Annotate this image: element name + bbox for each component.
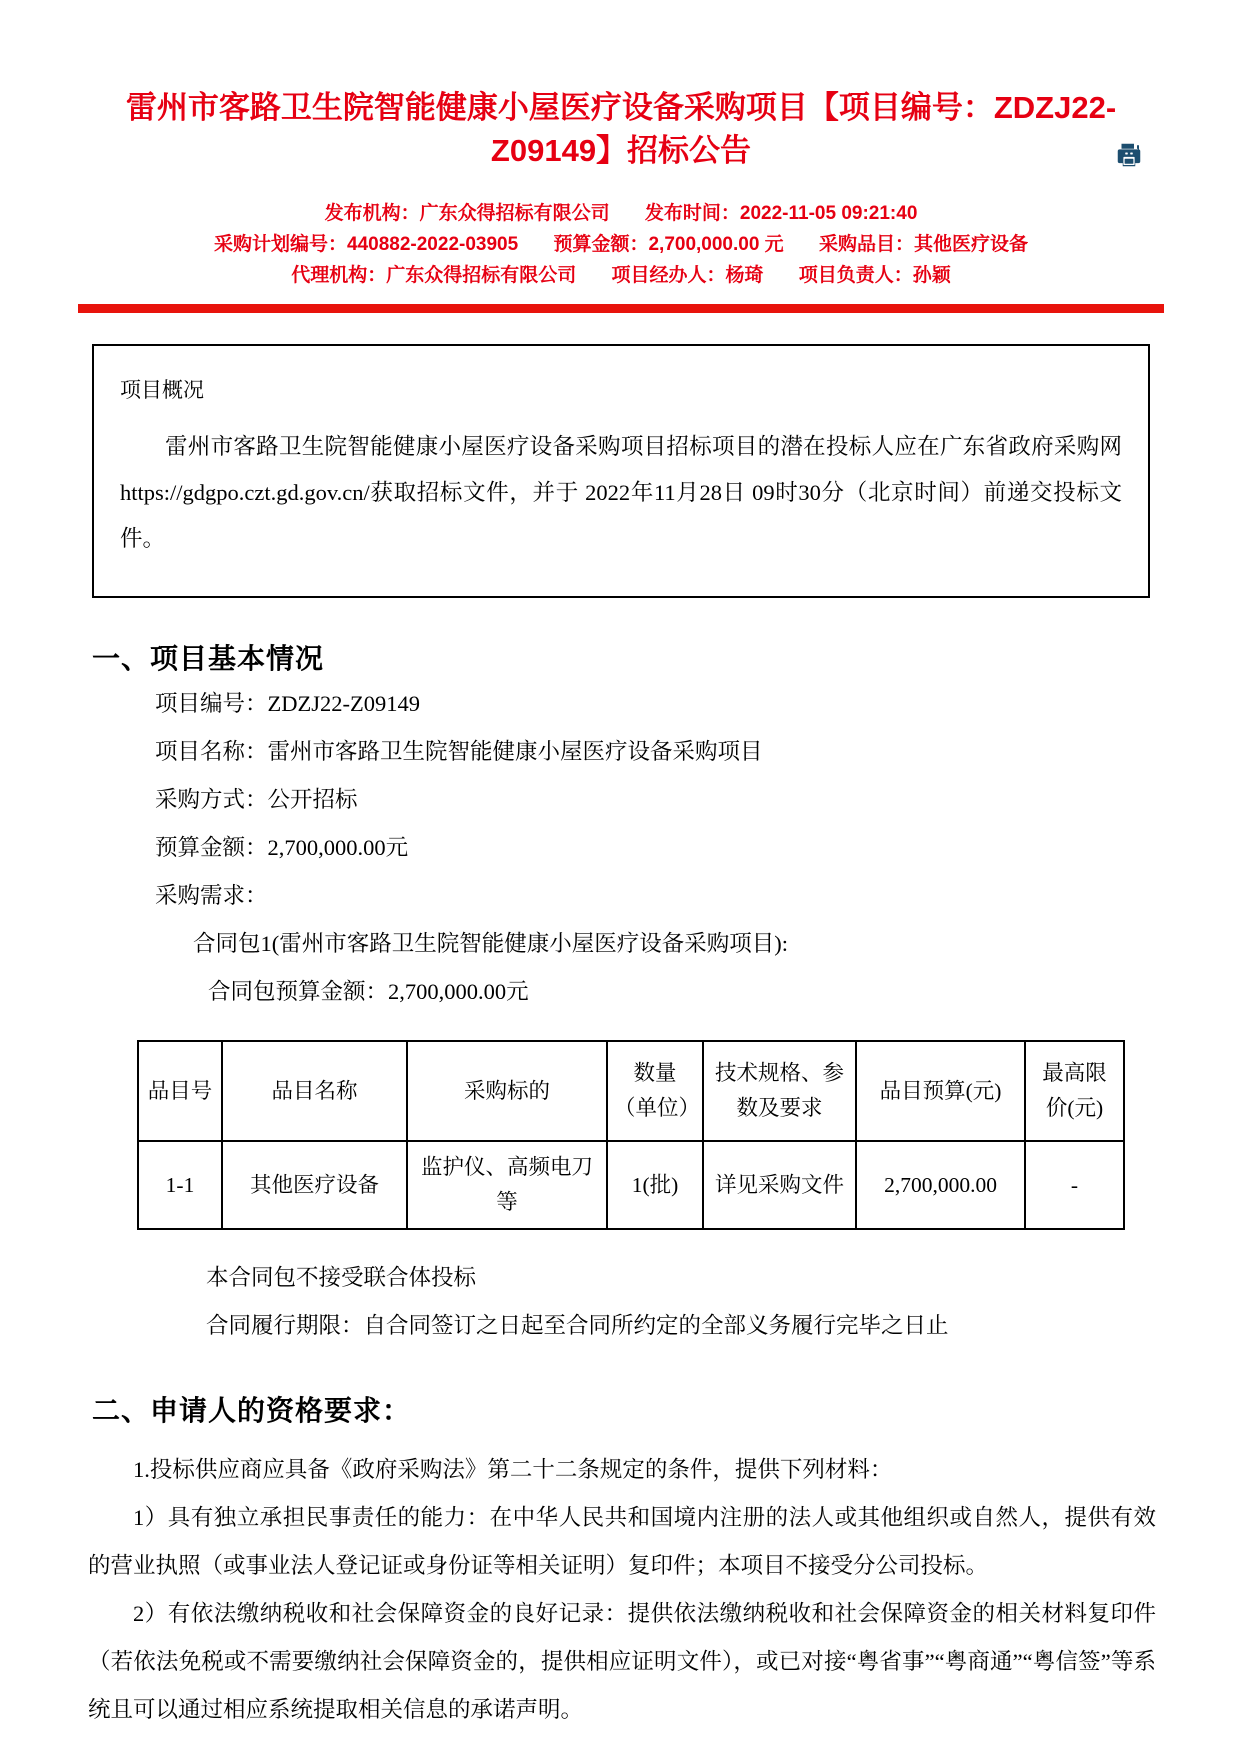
meta-line-2 [78, 229, 1164, 260]
cell-item-no: 1-1 [138, 1141, 222, 1229]
page-title: 雷州市客路卫生院智能健康小屋医疗设备采购项目【项目编号：ZDZJ22-Z09149】招标公告 [125, 90, 1117, 168]
items-table [137, 1040, 1125, 1230]
section-2-heading: 二、申请人的资格要求： [92, 1396, 412, 1427]
contract-term-note: 合同履行期限：自合同签订之日起至合同所约定的全部义务履行完毕之日止 [206, 1313, 949, 1338]
red-divider [78, 304, 1164, 313]
table-row [138, 1141, 1124, 1229]
overview-heading: 项目概况 [120, 378, 204, 402]
col-max-price: 最高限价(元) [1025, 1041, 1124, 1141]
printer-icon [1114, 140, 1144, 170]
col-spec: 技术规格、参数及要求 [703, 1041, 856, 1141]
overview-paragraph: 雷州市客路卫生院智能健康小屋医疗设备采购项目招标项目的潜在投标人应在广东省政府采购网https://gdgpo.czt.gd.gov.cn/获取招标文件，并于 2022年11月28日 09时30分（北京时间）前递交投标文件。 [120, 434, 1122, 551]
qualification-para-2: 1）具有独立承担民事责任的能力：在中华人民共和国境内注册的法人或其他组织或自然人，提供有效的营业执照（或事业法人登记证或身份证等相关证明）复印件；本项目不接受分公司投标。 [88, 1505, 1156, 1578]
items-table-header [138, 1041, 1124, 1141]
demand-line: 采购需求： [155, 883, 268, 908]
section-1-heading: 一、项目基本情况 [92, 644, 325, 675]
cell-spec: 详见采购文件 [703, 1141, 856, 1229]
no-consortium-note: 本合同包不接受联合体投标 [206, 1265, 477, 1290]
project-name-line: 项目名称：雷州市客路卫生院智能健康小屋医疗设备采购项目 [155, 739, 763, 764]
project-overview-box [92, 344, 1150, 598]
col-quantity: 数量（单位） [607, 1041, 703, 1141]
cell-max-price: - [1025, 1141, 1124, 1229]
col-item-name: 品目名称 [222, 1041, 407, 1141]
meta-line-1 [78, 198, 1164, 229]
project-leader: 项目负责人：孙颖 [798, 265, 951, 286]
cell-target: 监护仪、高频电刀等 [407, 1141, 607, 1229]
meta-line-3 [78, 260, 1164, 291]
print-button[interactable] [1114, 140, 1144, 170]
procurement-category: 采购品目：其他医疗设备 [818, 234, 1028, 255]
procurement-method-line: 采购方式：公开招标 [155, 787, 358, 812]
cell-quantity: 1(批) [607, 1141, 703, 1229]
col-item-budget: 品目预算(元) [856, 1041, 1025, 1141]
publisher: 发布机构：广东众得招标有限公司 [324, 203, 610, 224]
project-number-line: 项目编号：ZDZJ22-Z09149 [155, 691, 420, 716]
package-budget-line: 合同包预算金额：2,700,000.00元 [208, 979, 529, 1004]
contract-package-line: 合同包1(雷州市客路卫生院智能健康小屋医疗设备采购项目): [193, 931, 788, 956]
qualification-para-3: 2）有依法缴纳税收和社会保障资金的良好记录：提供依法缴纳税收和社会保障资金的相关材料复印件（若依法免税或不需要缴纳社会保障资金的，提供相应证明文件），或已对接“粤省事”“粤商通”“粤信签”等系统且可以通过相应系统提取相关信息的承诺声明。 [88, 1601, 1156, 1722]
col-target: 采购标的 [407, 1041, 607, 1141]
qualification-para-1: 1.投标供应商应具备《政府采购法》第二十二条规定的条件，提供下列材料： [133, 1457, 893, 1482]
project-handler: 项目经办人：杨琦 [611, 265, 764, 286]
agency: 代理机构：广东众得招标有限公司 [291, 265, 577, 286]
budget-amount: 预算金额：2,700,000.00 元 [553, 234, 784, 255]
cell-item-budget: 2,700,000.00 [856, 1141, 1025, 1229]
meta-block [78, 198, 1164, 291]
plan-number: 采购计划编号：440882-2022-03905 [214, 234, 519, 255]
cell-item-name: 其他医疗设备 [222, 1141, 407, 1229]
budget-line: 预算金额：2,700,000.00元 [155, 835, 409, 860]
publish-time: 发布时间：2022-11-05 09:21:40 [644, 203, 918, 224]
col-item-no: 品目号 [138, 1041, 222, 1141]
